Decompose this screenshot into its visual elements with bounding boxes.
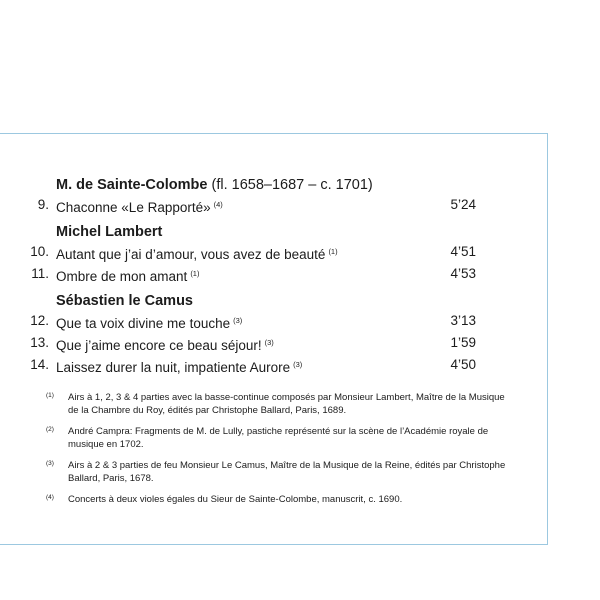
track-title: Que ta voix divine me touche (56, 316, 231, 331)
footnote (46, 493, 516, 506)
track-number: 10. (30, 244, 49, 259)
track-footnote-ref: (4) (213, 200, 223, 209)
footnote (46, 459, 516, 485)
composer-group (37, 176, 476, 217)
track-row (31, 264, 476, 286)
track-number: 11. (31, 266, 49, 281)
footnotes (46, 391, 516, 514)
track-duration: 5’24 (450, 197, 476, 212)
composer-dates: (fl. 1658–1687 – c. 1701) (211, 177, 373, 193)
track-duration: 4’50 (450, 357, 476, 372)
track-footnote-ref: (3) (233, 316, 243, 325)
footnote (46, 391, 516, 417)
footnote (46, 425, 516, 451)
footnote-text: Airs à 2 & 3 parties de feu Monsieur Le Camus, Maître de la Musique de la Reine, édités par Christophe Ballard, Paris, 1678. (68, 460, 506, 484)
track-row (30, 242, 476, 264)
track-footnote-ref: (1) (328, 247, 338, 256)
footnote-mark: (2) (46, 426, 54, 433)
track-title: Que j’aime encore ce beau séjour! (56, 338, 262, 353)
track-duration: 4’53 (450, 266, 476, 281)
track-title: Ombre de mon amant (56, 269, 188, 284)
track-title: Autant que j’ai d’amour, vous avez de beauté (56, 247, 326, 262)
composer-name: Sébastien le Camus (56, 293, 193, 309)
footnote-mark: (1) (46, 392, 54, 399)
track-row (30, 311, 476, 333)
track-footnote-ref: (1) (190, 269, 200, 278)
footnote-mark: (4) (46, 494, 54, 501)
footnote-text: Airs à 1, 2, 3 & 4 parties avec la basse-continue composés par Monsieur Lambert, Maître de la Musique de la Chambre du Roy, édités par Christophe Ballard, Paris, 1689. (68, 392, 505, 416)
track-title: Chaconne «Le Rapporté» (56, 200, 211, 215)
track-footnote-ref: (3) (264, 338, 274, 347)
track-row (37, 195, 476, 217)
composer-group (30, 292, 476, 377)
composer-heading (56, 176, 476, 195)
track-row (30, 333, 476, 355)
track-title-cell (56, 264, 416, 286)
tracklist (30, 176, 476, 383)
track-row (30, 355, 476, 377)
composer-heading (56, 223, 476, 242)
composer-group (30, 223, 476, 286)
track-title-cell (56, 195, 416, 217)
footnote-mark: (3) (46, 460, 54, 467)
footnote-text: Concerts à deux violes égales du Sieur de Sainte-Colombe, manuscrit, c. 1690. (68, 494, 403, 505)
track-duration: 1’59 (450, 335, 476, 350)
track-number: 14. (30, 357, 49, 372)
composer-name: M. de Sainte-Colombe (56, 177, 208, 193)
track-title-cell (56, 242, 416, 264)
track-title-cell (56, 311, 416, 333)
track-footnote-ref: (3) (293, 360, 303, 369)
track-number: 13. (30, 335, 49, 350)
composer-name: Michel Lambert (56, 224, 163, 240)
track-duration: 4’51 (450, 244, 476, 259)
track-title: Laissez durer la nuit, impatiente Aurore (56, 360, 291, 375)
footnote-text: André Campra: Fragments de M. de Lully, pastiche représenté sur la scène de l’Académie royale de musique en 1702. (68, 426, 489, 450)
track-number: 9. (37, 197, 49, 212)
track-duration: 3’13 (450, 313, 476, 328)
track-number: 12. (30, 313, 49, 328)
track-title-cell (56, 333, 416, 355)
track-title-cell (56, 355, 416, 377)
composer-heading (56, 292, 476, 311)
